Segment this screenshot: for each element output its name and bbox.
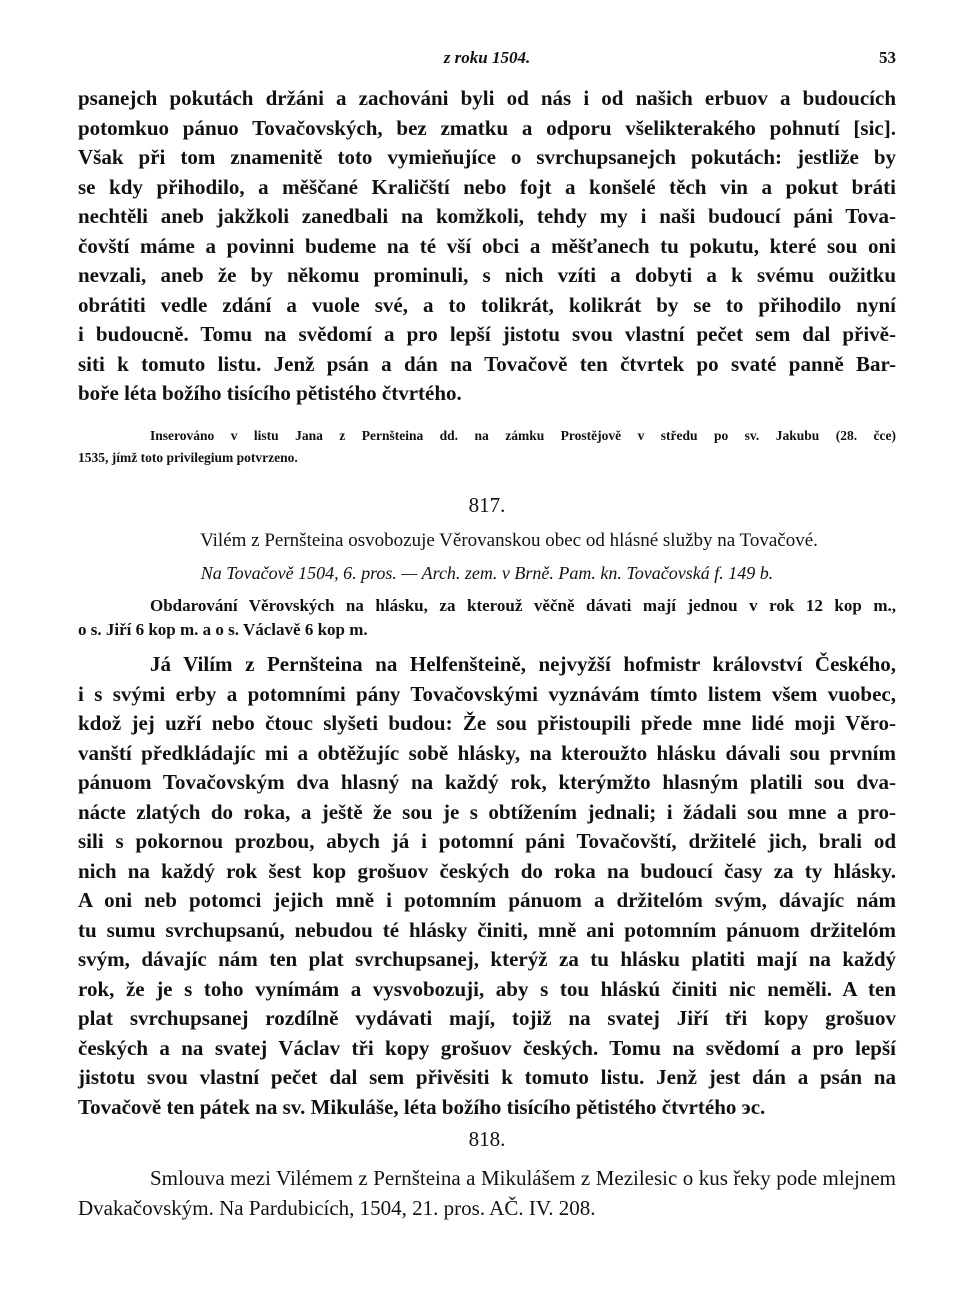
text-line: nevzali, aneb že by někomu prominuli, s nich vzíti a dobyti a k svému oužitku bbox=[78, 263, 896, 287]
text-line: i budoucně. Tomu na svědomí a pro lepší jistotu svou vlastní pečet sem dal přivě- bbox=[78, 322, 896, 346]
note-line: 1535, jímž toto privilegium potvrzeno. bbox=[78, 450, 298, 465]
charter-text bbox=[78, 650, 896, 1122]
note-line: Inserováno v listu Jana z Pernšteina dd. na zámku Prostějově v středu po sv. Jakubu (28. čce) bbox=[150, 428, 896, 443]
text-line: jistotu svou vlastní pečet dal sem přivěsiti k tomuto listu. Jenž jest dán a psán na bbox=[78, 1065, 896, 1089]
text-line: A oni neb potomci jejich mně i potomním pánuom a držitelóm svým, dávajíc nám bbox=[78, 888, 896, 912]
text-line: pánuom Tovačovským dva hlasný na každý rok, kterýmžto hlasným platili sou dva- bbox=[78, 770, 896, 794]
page-number: 53 bbox=[879, 48, 896, 67]
source-line: Na Tovačově 1504, 6. pros. — Arch. zem. v Brně. Pam. kn. Tovačovská f. 149 b. bbox=[200, 563, 774, 583]
text-line: i s svými erby a potomními pány Tovačovskými vyznávám tímto listem všem vuobec, bbox=[78, 681, 896, 706]
text-line: se kdy přihodilo, a měščané Kraličští nebo fojt a konšelé těch vin a pokut bráti bbox=[78, 174, 896, 199]
text-line: nácte zlatých do roka, a ještě že sou je s obtížením jednali; i žádali sou mne a pro- bbox=[78, 799, 896, 824]
text-line: obrátiti vedle zdání a vuole své, a to tolikrát, kolikrát by se to přihodilo nyní bbox=[78, 292, 896, 317]
text-line: Tovačově ten pátek na sv. Mikuláše, léta božího tisícího pětistého čtvrtého эc. bbox=[78, 1094, 766, 1119]
document-summary bbox=[78, 1163, 896, 1223]
text-line: kdož jej uzří nebo čtouc slyšeti budou: Že sou přistoupili přede mne lidé moji Věro- bbox=[78, 711, 896, 735]
text-line: vanští předkládajíc mi a obtěžujíc sobě hlásky, na kteroužto hlásku dávali sou prvním bbox=[78, 740, 896, 765]
running-title: z roku 1504. bbox=[443, 48, 531, 67]
insertion-note bbox=[78, 425, 896, 469]
text-line: tu sumu svrchupsanú, nebudou té hlásky činiti, mně ani potomním pánuom držitelóm bbox=[78, 917, 896, 942]
document-number: 817. bbox=[468, 493, 506, 517]
text-line: boře léta božího tisícího pětistého čtvrtého. bbox=[78, 381, 462, 405]
text-line: Však při tom znamenitě toto vymieňujíce o svrchupsanejch pokutách: jestliže by bbox=[78, 145, 896, 169]
regest bbox=[78, 594, 896, 642]
text-line: Já Vilím z Pernšteina na Helfenšteině, nejvyžší hofmistr království Českého, bbox=[150, 652, 896, 676]
text-line: sili s pokornou prozbou, abych já i potomní páni Tovačovští, držitelé jich, brali od bbox=[78, 829, 896, 853]
document-title bbox=[78, 530, 896, 552]
text-line: psanejch pokutách držáni a zachováni byli od nás i od našich erbuov a budoucích bbox=[78, 86, 896, 110]
summary-line: Dvakačovským. Na Pardubicích, 1504, 21. pros. AČ. IV. 208. bbox=[78, 1196, 596, 1220]
text-line: nich na každý rok šest kop grošuov českých do roka na budoucí časy za ty hlásky. bbox=[78, 858, 896, 883]
text-line: českých a na svatej Václav tři kopy grošuov českých. Tomu na svědomí a pro lepší bbox=[78, 1035, 896, 1060]
document-number: 818. bbox=[468, 1127, 506, 1151]
text-line: rok, že je s toho vynímám a vysvobozuji, aby s tou hláskú činiti nic neměli. A ten bbox=[78, 976, 896, 1001]
text-line: čovští máme a povinni budeme na té vší obci a měšťanech tu pokutu, které sou oni bbox=[78, 233, 896, 258]
text-line: svým, dávajíc nám ten plat svrchupsanej, kterýž za tu hlásku platiti mají na každý bbox=[78, 947, 896, 971]
text-line: potomkuo pánuo Tovačovských, bez zmatku a odporu všelikterakého pohnutí [sic]. bbox=[78, 115, 896, 140]
regest-line: Obdarování Věrovských na hlásku, za kterouž věčně dávati mají jednou v rok 12 kop m., bbox=[150, 596, 896, 615]
text-line: nechtěli aneb jakžkoli zanedbali na komžkoli, tehdy my i naši budoucí páni Tova- bbox=[78, 204, 896, 228]
text-line: plat svrchupsanej rozdílně vydávati mají, tojiž na svatej Jiří tři kopy grošuov bbox=[78, 1006, 896, 1030]
continuation-text bbox=[78, 84, 896, 409]
regest-line: o s. Jiří 6 kop m. a o s. Václavě 6 kop m. bbox=[78, 620, 368, 639]
text-line: siti k tomuto listu. Jenž psán a dán na Tovačově ten čtvrtek po svaté panně Bar- bbox=[78, 351, 896, 376]
source-reference bbox=[78, 563, 896, 584]
summary-line: Smlouva mezi Vilémem z Pernšteina a Mikulášem z Mezilesic o kus řeky pode mlejnem bbox=[150, 1166, 896, 1190]
title-line: Vilém z Pernšteina osvobozuje Věrovanskou obec od hlásné služby na Tovačové. bbox=[200, 530, 818, 551]
